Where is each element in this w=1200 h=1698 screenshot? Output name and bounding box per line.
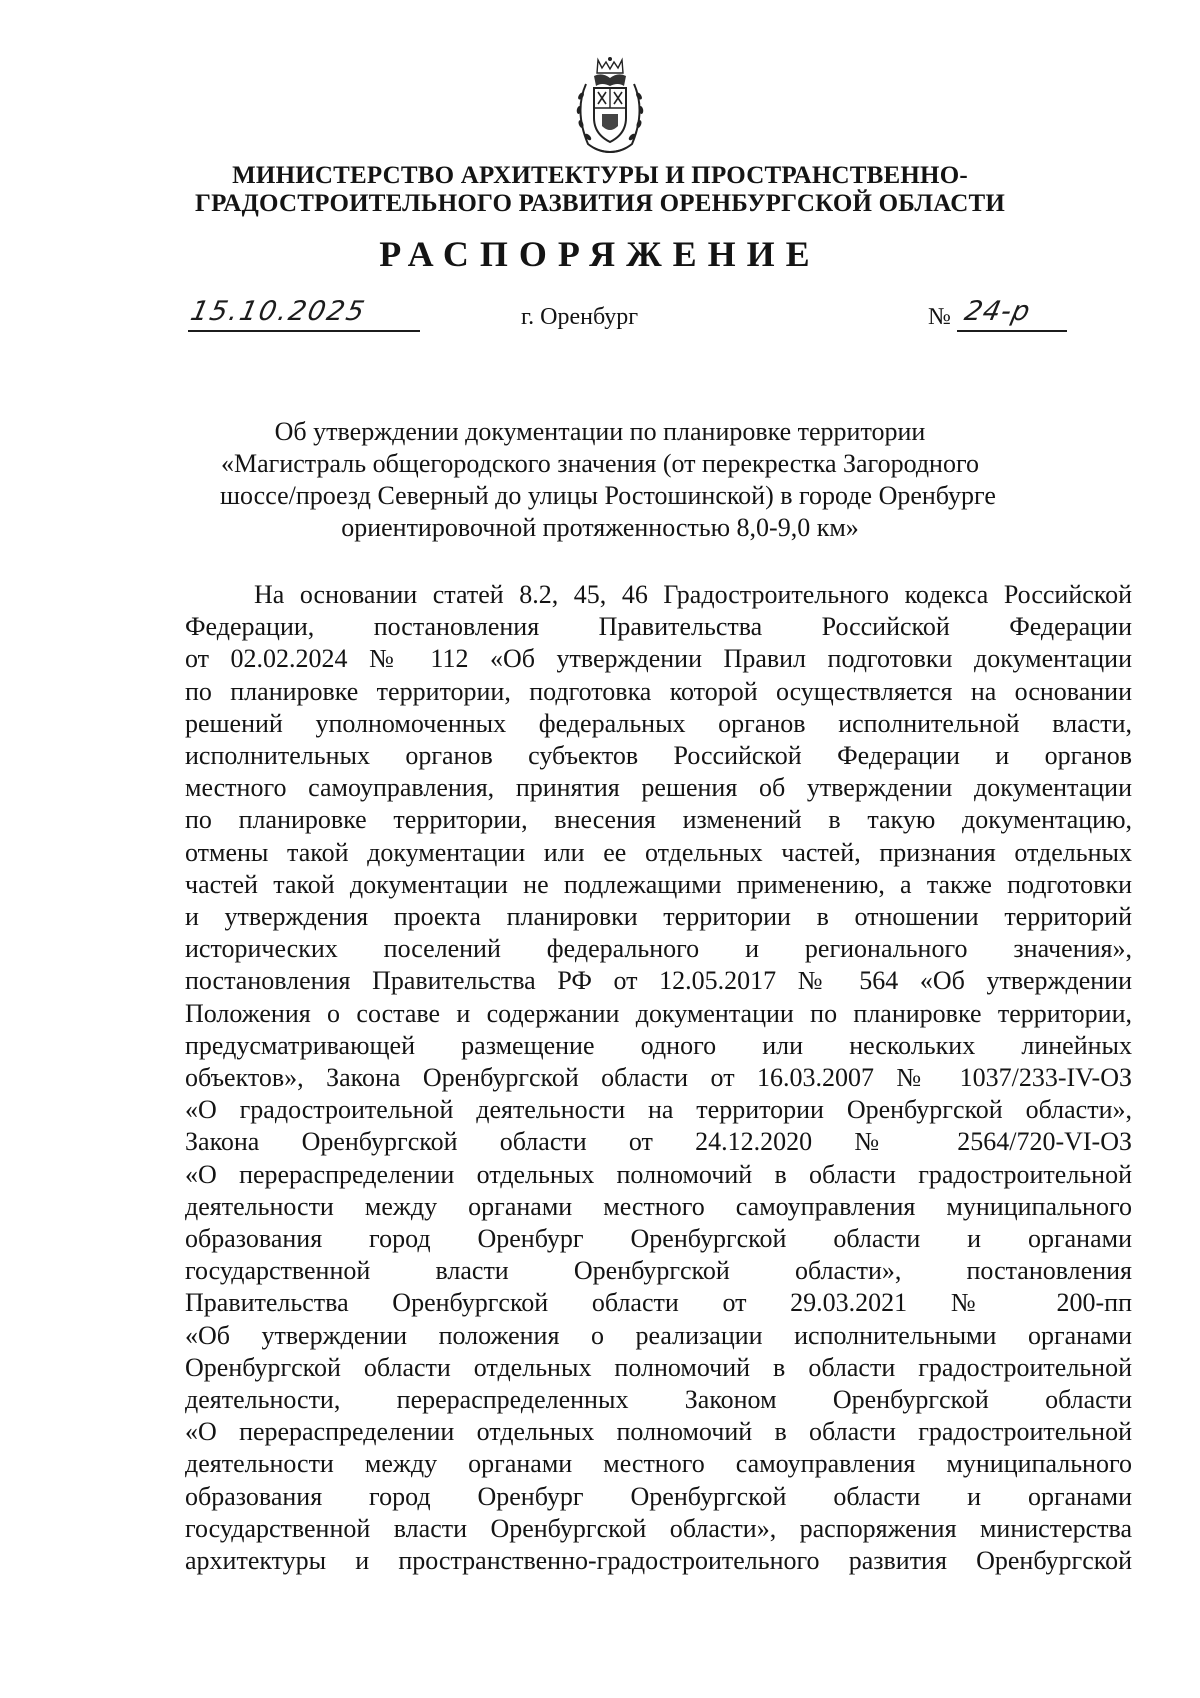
body-line: На основании статей 8.2, 45, 46 Градостроительного кодекса Российской xyxy=(254,580,1132,609)
body-line: образования город Оренбург Оренбургской области и органами xyxy=(185,1224,1132,1254)
body-line: «О перераспределении отдельных полномочий в области градостроительной xyxy=(185,1159,1132,1189)
body-line: исторических поселений федерального и регионального значения», xyxy=(185,934,1132,964)
ministry-name-line-1: МИНИСТЕРСТВО АРХИТЕКТУРЫ И ПРОСТРАНСТВЕННО- xyxy=(232,162,968,189)
date-underline xyxy=(188,330,420,332)
document-date: 15.10.2025 xyxy=(187,296,369,327)
body-line: государственной власти Оренбургской области», распоряжения министерства xyxy=(185,1513,1132,1543)
body-line: «О градостроительной деятельности на территории Оренбургской области», xyxy=(185,1095,1132,1125)
body-line: постановления Правительства РФ от 12.05.2017 № 564 «Об утверждении xyxy=(185,966,1132,996)
coat-of-arms-icon xyxy=(568,56,652,156)
body-line: предусматривающей размещение одного или нескольких линейных xyxy=(185,1030,1132,1060)
document-city: г. Оренбург xyxy=(521,304,639,330)
body-line: государственной власти Оренбургской области», постановления xyxy=(185,1256,1132,1286)
coat-of-arms-emblem xyxy=(568,56,652,156)
title-line: ориентировочной протяженностью 8,0-9,0 км» xyxy=(341,513,859,542)
document-number: 24-р xyxy=(961,296,1034,327)
body-line: по планировке территории, внесения изменений в такую документацию, xyxy=(185,805,1132,835)
document-body xyxy=(185,579,1132,1577)
title-line: Об утверждении документации по планировке территории xyxy=(274,417,926,446)
ministry-name-line-2: ГРАДОСТРОИТЕЛЬНОГО РАЗВИТИЯ ОРЕНБУРГСКОЙ ОБЛАСТИ xyxy=(195,190,1005,217)
body-line: по планировке территории, подготовка которой осуществляется на основании xyxy=(185,676,1132,706)
body-line: «Об утверждении положения о реализации исполнительными органами xyxy=(185,1320,1132,1350)
body-line: Положения о составе и содержании документации по планировке территории, xyxy=(185,998,1132,1028)
body-line: исполнительных органов субъектов Российской Федерации и органов xyxy=(185,741,1132,771)
document-type-heading: РАСПОРЯЖЕНИЕ xyxy=(379,234,821,274)
number-underline xyxy=(957,330,1067,332)
body-line: частей такой документации не подлежащими применению, а также подготовки xyxy=(185,869,1132,899)
body-line: Федерации, постановления Правительства Российской Федерации xyxy=(185,612,1132,642)
body-line: от 02.02.2024 № 112 «Об утверждении Правил подготовки документации xyxy=(185,644,1132,674)
body-line: местного самоуправления, принятия решения об утверждении документации xyxy=(185,773,1132,803)
document-title xyxy=(220,416,996,544)
body-line: Правительства Оренбургской области от 29.03.2021 № 200-пп xyxy=(185,1288,1132,1318)
body-line: деятельности между органами местного самоуправления муниципального xyxy=(185,1449,1132,1479)
title-line: шоссе/проезд Северный до улицы Ростошинской) в городе Оренбурге xyxy=(220,481,996,510)
title-line: «Магистраль общегородского значения (от перекрестка Загородного xyxy=(221,449,979,478)
body-line: деятельности между органами местного самоуправления муниципального xyxy=(185,1191,1132,1221)
body-line: Оренбургской области отдельных полномочий в области градостроительной xyxy=(185,1352,1132,1382)
body-line: отмены такой документации или ее отдельных частей, признания отдельных xyxy=(185,837,1132,867)
body-line: решений уполномоченных федеральных органов исполнительной власти, xyxy=(185,708,1132,738)
body-line: «О перераспределении отдельных полномочий в области градостроительной xyxy=(185,1417,1132,1447)
number-sign: № xyxy=(928,304,951,330)
body-line: архитектуры и пространственно-градостроительного развития Оренбургской xyxy=(185,1546,1132,1576)
body-line: деятельности, перераспределенных Законом Оренбургской области xyxy=(185,1385,1132,1415)
body-line: Закона Оренбургской области от 24.12.2020 № 2564/720-VI-ОЗ xyxy=(185,1127,1132,1157)
body-line: и утверждения проекта планировки территории в отношении территорий xyxy=(185,902,1132,932)
body-line: объектов», Закона Оренбургской области от 16.03.2007 № 1037/233-IV-ОЗ xyxy=(185,1063,1132,1093)
body-line: образования город Оренбург Оренбургской области и органами xyxy=(185,1481,1132,1511)
